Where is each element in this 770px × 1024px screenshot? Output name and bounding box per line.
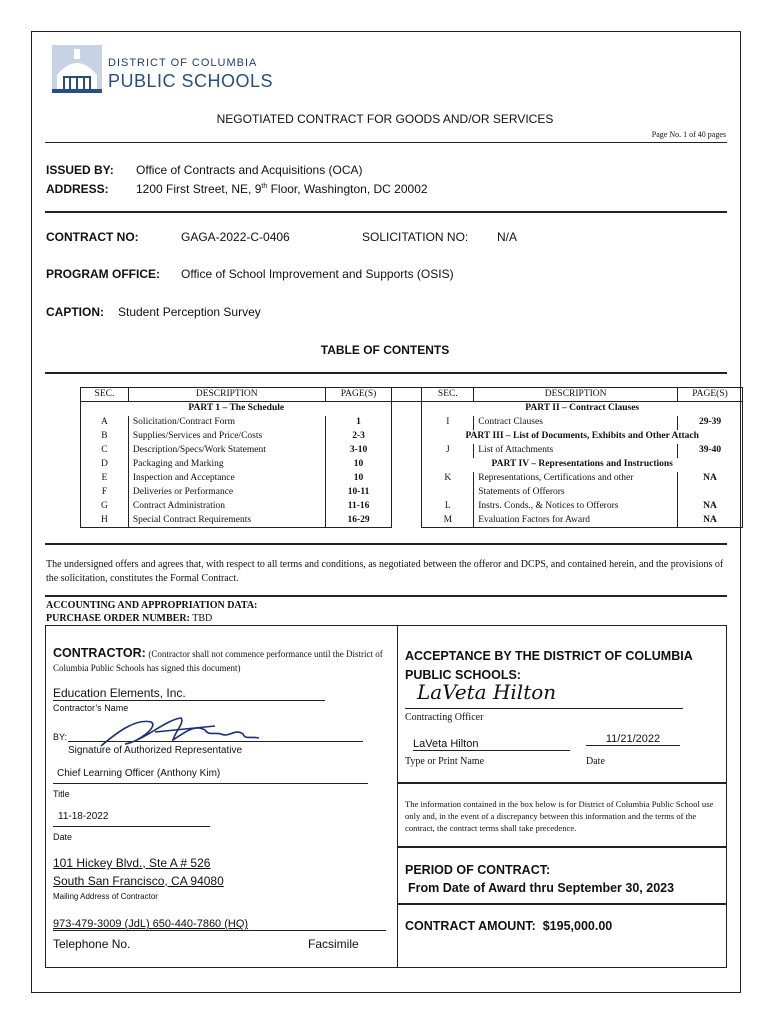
contract-amount: CONTRACT AMOUNT: $195,000.00	[405, 919, 613, 933]
program-office-label: PROGRAM OFFICE:	[46, 267, 160, 281]
toc-header-sec: SEC.	[81, 388, 129, 402]
title-caption: Title	[53, 789, 70, 799]
date-caption: Date	[53, 832, 73, 842]
table-row	[81, 402, 743, 416]
table-row: C Description/Specs/Work Statement 3-10 J List of Attachments 39-40	[81, 444, 743, 458]
title-divider	[45, 142, 727, 143]
acceptance-divider-1	[397, 782, 727, 784]
address-label: ADDRESS:	[46, 182, 109, 196]
solicitation-no-label: SOLICITATION NO:	[362, 230, 469, 244]
logo-line-1: DISTRICT OF COLUMBIA	[108, 57, 258, 69]
contract-amount-value: $195,000.00	[542, 919, 613, 933]
contractor-name-caption: Contractor’s Name	[53, 703, 129, 713]
caption-label: CAPTION:	[46, 305, 104, 319]
acceptance-divider-2	[397, 846, 727, 848]
contractor-title-value: Chief Learning Officer (Anthony Kim)	[53, 768, 368, 784]
table-row: E Inspection and Acceptance 10 K Representations, Certifications and other NA	[81, 472, 743, 486]
accounting-title: ACCOUNTING AND APPROPRIATION DATA:	[46, 600, 258, 611]
acceptance-date: 11/21/2022	[586, 733, 680, 746]
toc-header-row	[81, 388, 743, 402]
table-row: A Solicitation/Contract Form 1 I Contract Clauses 29-39	[81, 416, 743, 430]
agreement-text: The undersigned offers and agrees that, with respect to all terms and conditions, as negotiated between the offeror and DCPS, and contained herein, and the provisions of the solicitation, constitutes the Formal Contract.	[46, 559, 724, 584]
period-label: PERIOD OF CONTRACT:	[405, 863, 551, 877]
acceptance-label: ACCEPTANCE BY THE DISTRICT OF COLUMBIA PUBLIC SCHOOLS:	[405, 649, 693, 682]
table-row: G Contract Administration 11-16 L Instrs. Conds., & Notices to Offerors NA	[81, 500, 743, 514]
address-line-1: 101 Hickey Blvd., Ste A # 526	[53, 856, 211, 870]
toc-header-desc-2: DESCRIPTION	[474, 388, 678, 402]
dcps-logo	[52, 45, 292, 95]
mailing-address-caption: Mailing Address of Contractor	[53, 892, 158, 901]
telephone-value: 973-479-3009 (JdL) 650-440-7860 (HQ)	[53, 918, 386, 931]
contractor-label: CONTRACTOR:	[53, 646, 146, 660]
contractor-name: Education Elements, Inc.	[53, 686, 325, 701]
page-number: Page No. 1 of 40 pages	[651, 130, 726, 139]
contracting-officer-caption: Contracting Officer	[405, 712, 484, 723]
purchase-order: PURCHASE ORDER NUMBER: TBD	[46, 613, 213, 624]
address-value: 1200 First Street, NE, 9th Floor, Washington, DC 20002	[136, 182, 428, 196]
signature-box-divider	[397, 625, 398, 968]
toc-header-sec-2: SEC.	[422, 388, 474, 402]
toc-header-desc: DESCRIPTION	[128, 388, 325, 402]
table-row: B Supplies/Services and Price/Costs 2-3 PART III – List of Documents, Exhibits and Other Attach	[81, 430, 743, 444]
contractor-block	[53, 646, 393, 675]
signature-caption: Signature of Authorized Representative	[68, 745, 242, 756]
solicitation-no-value: N/A	[497, 230, 518, 244]
print-name-caption: Type or Print Name	[405, 756, 485, 767]
address-line-2: South San Francisco, CA 94080	[53, 874, 224, 888]
by-label: BY:	[53, 732, 68, 742]
agreement-divider	[45, 595, 727, 597]
logo-line-2: PUBLIC SCHOOLS	[108, 71, 274, 91]
toc-title: TABLE OF CONTENTS	[320, 343, 450, 357]
caption-value: Student Perception Survey	[118, 305, 261, 319]
toc-header-pages-2: PAGE(S)	[678, 388, 743, 402]
table-row: H Special Contract Requirements 16-29 M Evaluation Factors for Award NA	[81, 514, 743, 528]
address-divider	[45, 211, 727, 213]
acceptance-divider-3	[397, 903, 727, 905]
contract-no-value: GAGA-2022-C-0406	[181, 230, 290, 244]
program-office-value: Office of School Improvement and Supports (OSIS)	[181, 267, 454, 281]
facsimile-caption: Facsimile	[308, 937, 359, 951]
toc-part-2: PART II – Contract Clauses	[422, 402, 743, 416]
contractor-note: (Contractor shall not commence performance until the District of Columbia Public Schools has signed this document)	[53, 649, 383, 673]
telephone-caption: Telephone No.	[53, 937, 131, 951]
capitol-logo-icon	[52, 45, 102, 93]
officer-signature: LaVeta Hilton	[417, 680, 557, 704]
acceptance-date-caption: Date	[586, 756, 605, 767]
period-value: From Date of Award thru September 30, 2023	[408, 881, 675, 895]
table-row: F Deliveries or Performance 10-11 Statements of Offerors	[81, 486, 743, 500]
table-row: D Packaging and Marking 10 PART IV – Representations and Instructions	[81, 458, 743, 472]
issued-by-label: ISSUED BY:	[46, 163, 114, 177]
issued-by-value: Office of Contracts and Acquisitions (OCA)	[136, 163, 363, 177]
contractor-date-value: 11-18-2022	[53, 811, 210, 827]
officer-signature-line	[405, 708, 683, 709]
toc-table	[80, 387, 743, 528]
notice-text: The information contained in the box below is for District of Columbia Public School use only and, in the event of a discrepancy between this information and the terms of the contract, the contract terms shall take precedence.	[405, 799, 714, 833]
officer-printed-name: LaVeta Hilton	[413, 738, 570, 751]
toc-part-1: PART 1 – The Schedule	[81, 402, 392, 416]
contract-no-label: CONTRACT NO:	[46, 230, 139, 244]
toc-bottom-rule	[45, 543, 727, 545]
toc-top-rule	[45, 372, 727, 374]
toc-part-3: PART III – List of Documents, Exhibits and Other Attach	[422, 430, 743, 444]
document-title: NEGOTIATED CONTRACT FOR GOODS AND/OR SERVICES	[216, 112, 554, 126]
toc-part-4: PART IV – Representations and Instructions	[422, 458, 743, 472]
toc-header-pages: PAGE(S)	[325, 388, 392, 402]
